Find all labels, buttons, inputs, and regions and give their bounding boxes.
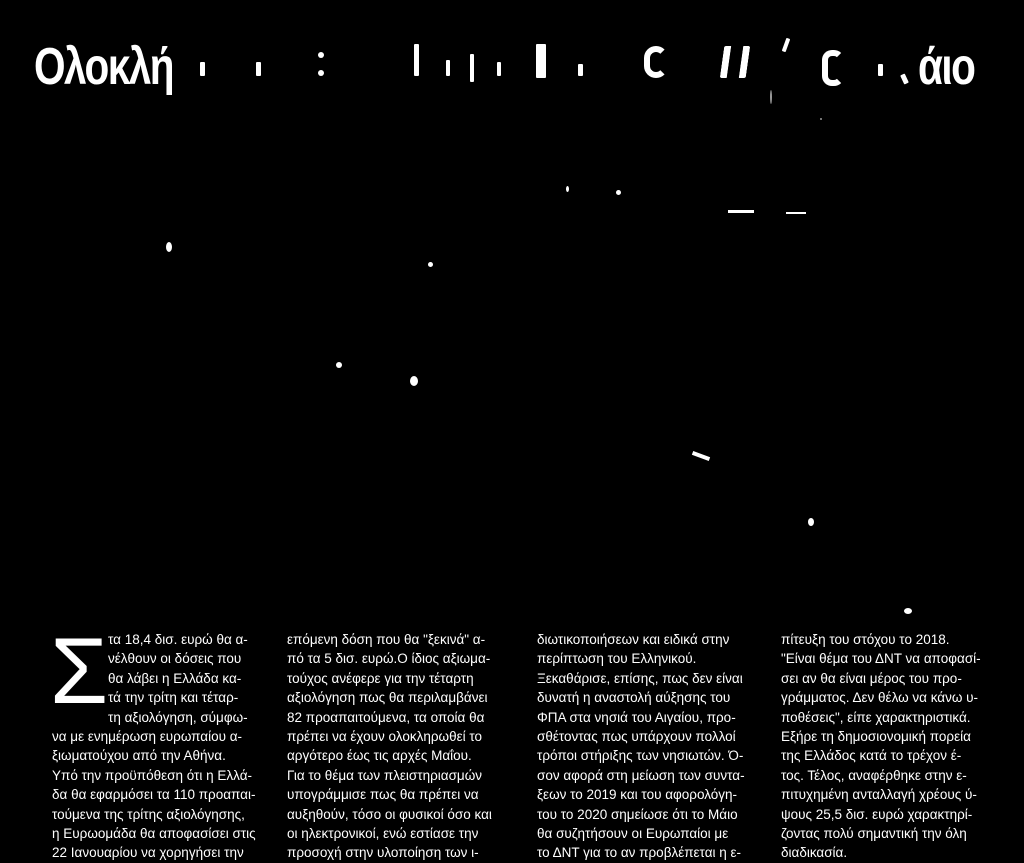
text-line: νέλθουν οι δόσεις που — [108, 651, 242, 667]
speck — [644, 46, 668, 78]
speck — [878, 64, 883, 76]
text-line: ΦΠΑ στα νησιά του Αιγαίου, προ- — [537, 709, 736, 725]
speck — [336, 362, 342, 368]
dash — [692, 451, 710, 461]
speck — [256, 62, 261, 76]
speck — [904, 608, 912, 614]
dash — [786, 212, 806, 214]
headline — [34, 38, 791, 98]
text-line: δα θα εφαρμόσει τα 110 προαπαι- — [52, 787, 256, 803]
article-column-4 — [781, 630, 1011, 863]
text-line: σθέτοντας πως υπάρχουν πολλοί — [537, 728, 736, 744]
text-line: 22 Ιανουαρίου να χορηγήσει την — [52, 845, 244, 861]
speck — [770, 90, 772, 104]
text-line: αυξηθούν, τόσο οι φυσικοί όσο και — [287, 806, 492, 822]
text-line: τούχος ανέφερε για την τέταρτη — [287, 670, 474, 686]
text-line: τούμενα της τρίτης αξιολόγησης, — [52, 806, 245, 822]
text-line: 82 προαπαιτούμενα, τα οποία θα — [287, 709, 485, 725]
text-line: ξιωματούχου από την Αθήνα. — [52, 748, 226, 764]
text-line: ποθέσεις", είπε χαρακτηριστικά. — [781, 709, 971, 725]
text-line: τρόποι στήριξης των νησιωτών. Ό- — [537, 748, 744, 764]
text-line: η Ευρωομάδα θα αποφασίσει στις — [52, 825, 256, 841]
text-line: γράμματος. Δεν θέλω να κάνω υ- — [781, 690, 979, 706]
speck — [536, 44, 546, 78]
text-line: τά την τρίτη και τέταρ- — [108, 690, 239, 706]
speck — [497, 62, 501, 76]
text-line: επόμενη δόση που θα "ξεκινά" α- — [287, 632, 486, 647]
text-line: Υπό την προϋπόθεση ότι η Ελλά- — [52, 767, 253, 783]
speck — [900, 73, 909, 84]
text-line: Ξεκαθάρισε, επίσης, πως δεν είναι — [537, 670, 743, 686]
text-line: ψους 25,5 δισ. ευρώ χαρακτηρί- — [781, 806, 973, 822]
text-line: πίτευξη του στόχου το 2018. — [781, 632, 950, 647]
text-line: θα συζητήσουν οι Ευρωπαίοι με — [537, 825, 729, 841]
speck — [578, 64, 583, 76]
text-line: του το 2020 σημείωσε ότι το Μάιο — [537, 806, 738, 822]
text-line: δυνατή η αναστολή αύξησης του — [537, 690, 731, 706]
text-line: αργότερο έως τις αρχές Μαΐου. — [287, 748, 472, 764]
speck — [808, 518, 814, 526]
speck — [470, 54, 474, 82]
text-line: αξιολόγηση πως θα περιλαμβάνει — [287, 690, 488, 706]
headline-start: Ολοκλή — [34, 38, 173, 96]
speck — [566, 186, 569, 192]
text-line: σει αν θα είναι μέρος του προ- — [781, 670, 962, 686]
speck — [318, 52, 324, 58]
text-line: Εξήρε τη δημοσιονομική πορεία — [781, 728, 971, 744]
text-line: προσοχή στην υλοποίηση των ι- — [287, 845, 479, 861]
text-line: διαδικασία. — [781, 845, 848, 861]
speck — [446, 60, 450, 76]
speck — [428, 262, 433, 267]
speck — [822, 50, 844, 86]
speck — [166, 242, 172, 252]
speck — [820, 118, 822, 120]
text-line: "Είναι θέμα του ΔΝΤ να αποφασί- — [781, 651, 981, 667]
article-column-1 — [52, 630, 282, 863]
speck — [410, 376, 418, 386]
text-line: περίπτωση του Ελληνικού. — [537, 651, 697, 667]
text-line: τα 18,4 δισ. ευρώ θα α- — [108, 632, 248, 647]
text-line: πό τα 5 δισ. ευρώ.Ο ίδιος αξιωμα- — [287, 651, 491, 667]
text-line: ζοντας πολύ σημαντική την όλη — [781, 825, 967, 841]
text-line: θα λάβει η Ελλάδα κα- — [108, 670, 242, 686]
article-column-2 — [287, 630, 517, 863]
text-line: σον αφορά στη μείωση των συντα- — [537, 767, 745, 783]
speck — [414, 44, 419, 76]
speck — [616, 190, 621, 195]
dash — [728, 210, 754, 213]
article-column-3 — [537, 630, 767, 863]
text-line: ξεων το 2019 και του αφορολόγη- — [537, 787, 738, 803]
drop-cap: Σ — [50, 618, 109, 723]
text-line: να με ενημέρωση ευρωπαίου α- — [52, 728, 243, 744]
text-line: τος. Τέλος, αναφέρθηκε στην ε- — [781, 767, 967, 783]
text-line: τη αξιολόγηση, σύμφω- — [108, 709, 248, 725]
text-line: Για το θέμα των πλειστηριασμών — [287, 767, 482, 783]
text-line: το ΔΝΤ για το αν προβλέπεται η ε- — [537, 845, 742, 861]
speck — [318, 70, 324, 76]
speck — [200, 62, 205, 76]
text-line: οι ηλεκτρονικοί, ενώ εστίασε την — [287, 825, 479, 841]
headline-end: άιο — [918, 38, 975, 96]
text-line: διωτικοποιήσεων και ειδικά στην — [537, 632, 730, 647]
speck — [720, 46, 750, 78]
text-line: πρέπει να έχουν ολοκληρωθεί το — [287, 728, 482, 744]
text-line: πιτυχημένη ανταλλαγή χρέους ύ- — [781, 787, 977, 803]
text-line: υπογράμμισε πως θα πρέπει να — [287, 787, 479, 803]
text-line: της Ελλάδος κατά το τρέχον έ- — [781, 748, 962, 764]
